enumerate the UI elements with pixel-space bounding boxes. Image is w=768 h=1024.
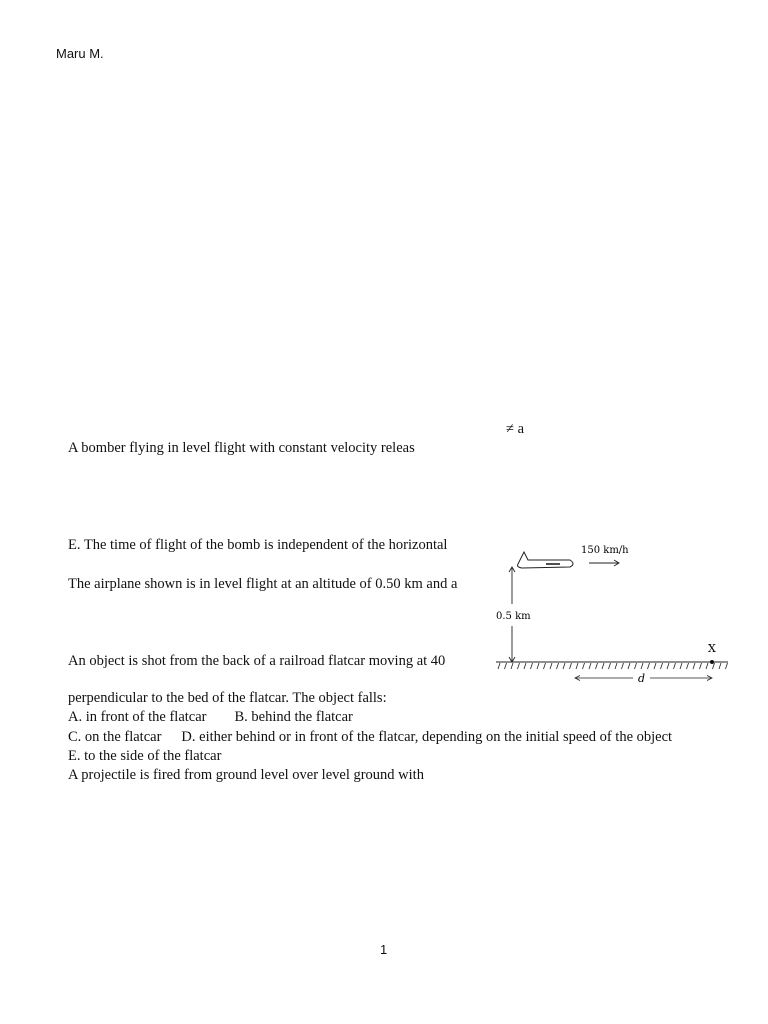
target-point — [710, 660, 714, 664]
option-a: A. in front of the flatcar — [68, 709, 207, 725]
altitude-label: 0.5 km — [496, 611, 531, 622]
bomber-question: A bomber flying in level flight with constant velocity releas — [68, 440, 415, 456]
distance-label: d — [638, 672, 646, 685]
ground-hatching — [498, 663, 728, 669]
airplane-diagram — [490, 536, 735, 686]
options-row-cd — [68, 729, 672, 746]
projectile-question: A projectile is fired from ground level over level ground with — [68, 767, 424, 783]
airplane-question: The airplane shown is in level flight at an altitude of 0.50 km and a — [68, 576, 458, 592]
option-e: E. to the side of the flatcar — [68, 748, 222, 764]
options-row-ab — [68, 709, 353, 726]
page-number: 1 — [380, 942, 388, 957]
option-e-time-of-flight: E. The time of flight of the bomb is independent of the horizontal — [68, 537, 448, 553]
not-equal-fragment: ≠ a — [506, 421, 525, 437]
author-name: Maru M. — [56, 46, 104, 61]
option-b: B. behind the flatcar — [234, 709, 353, 725]
speed-label: 150 km/h — [581, 545, 629, 556]
velocity-arrow — [589, 560, 619, 566]
target-label: X — [708, 642, 716, 655]
flatcar-question-continued: perpendicular to the bed of the flatcar. The object falls: — [68, 690, 387, 706]
flatcar-question: An object is shot from the back of a railroad flatcar moving at 40 — [68, 653, 446, 669]
airplane-icon — [518, 552, 574, 568]
option-c: C. on the flatcar — [68, 729, 162, 745]
option-d: D. either behind or in front of the flatcar, depending on the initial speed of the object — [181, 729, 673, 745]
